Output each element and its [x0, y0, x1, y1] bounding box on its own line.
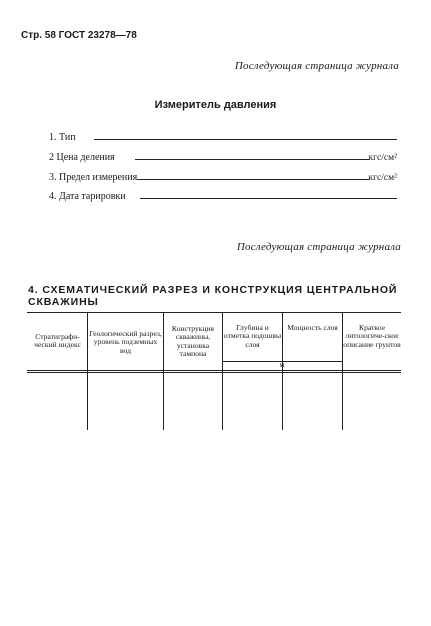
table-cell[interactable]	[283, 373, 342, 430]
field-division-value[interactable]	[49, 152, 397, 163]
field-type-line[interactable]	[94, 138, 397, 140]
table-header-layer-thickness: Мощность слоя	[287, 323, 338, 332]
table-header-lithological-description: Краткое литологиче-ское описание грунтов	[343, 323, 401, 349]
section-title: 4. СХЕМАТИЧЕСКИЙ РАЗРЕЗ И КОНСТРУКЦИЯ ЦЕНТРАЛЬНОЙ СКВАЖИНЫ	[28, 284, 398, 308]
field-division-value-unit: кгс/см²	[368, 153, 397, 163]
table-header-bottom-border	[27, 370, 401, 371]
field-calibration-date-label: 4. Дата тарировки	[49, 191, 126, 202]
field-division-value-label: 2 Цена деления	[49, 152, 115, 163]
table-cell[interactable]	[164, 373, 222, 430]
pressure-gauge-title: Измеритель давления	[154, 99, 277, 111]
journal-next-page-note-bottom: Последующая страница журнала	[236, 241, 401, 253]
field-measurement-limit-unit: кгс/см²	[368, 173, 397, 183]
field-measurement-limit[interactable]	[49, 172, 397, 183]
field-type[interactable]	[49, 132, 397, 143]
journal-next-page-note-top: Последующая страница журнала	[234, 60, 399, 72]
table-subheader-unit: м	[279, 360, 285, 369]
field-measurement-limit-label: 3. Предел измерения	[49, 172, 138, 183]
table-cell[interactable]	[223, 373, 282, 430]
table-header-stratigraphic-index: Стратиграфи-ческий индекс	[34, 332, 81, 350]
table-cell[interactable]	[343, 373, 401, 430]
table-header-depth-elevation: Глубина и отметка подошвы слоя	[223, 323, 282, 349]
field-type-label: 1. Тип	[49, 132, 76, 143]
field-calibration-date[interactable]	[49, 191, 397, 202]
field-measurement-limit-line[interactable]	[137, 178, 368, 180]
field-calibration-date-line[interactable]	[140, 197, 397, 199]
table-cell[interactable]	[88, 373, 163, 430]
table-header-borehole-construction: Конструкция скважины, установка тампона	[171, 324, 215, 359]
table-top-border	[27, 312, 401, 313]
table-cell[interactable]	[27, 373, 87, 430]
page-header: Стр. 58 ГОСТ 23278—78	[21, 30, 137, 41]
field-division-value-line[interactable]	[135, 158, 369, 160]
table-header-geological-section: Геологический разрез, уровень подземных вод	[89, 329, 162, 355]
